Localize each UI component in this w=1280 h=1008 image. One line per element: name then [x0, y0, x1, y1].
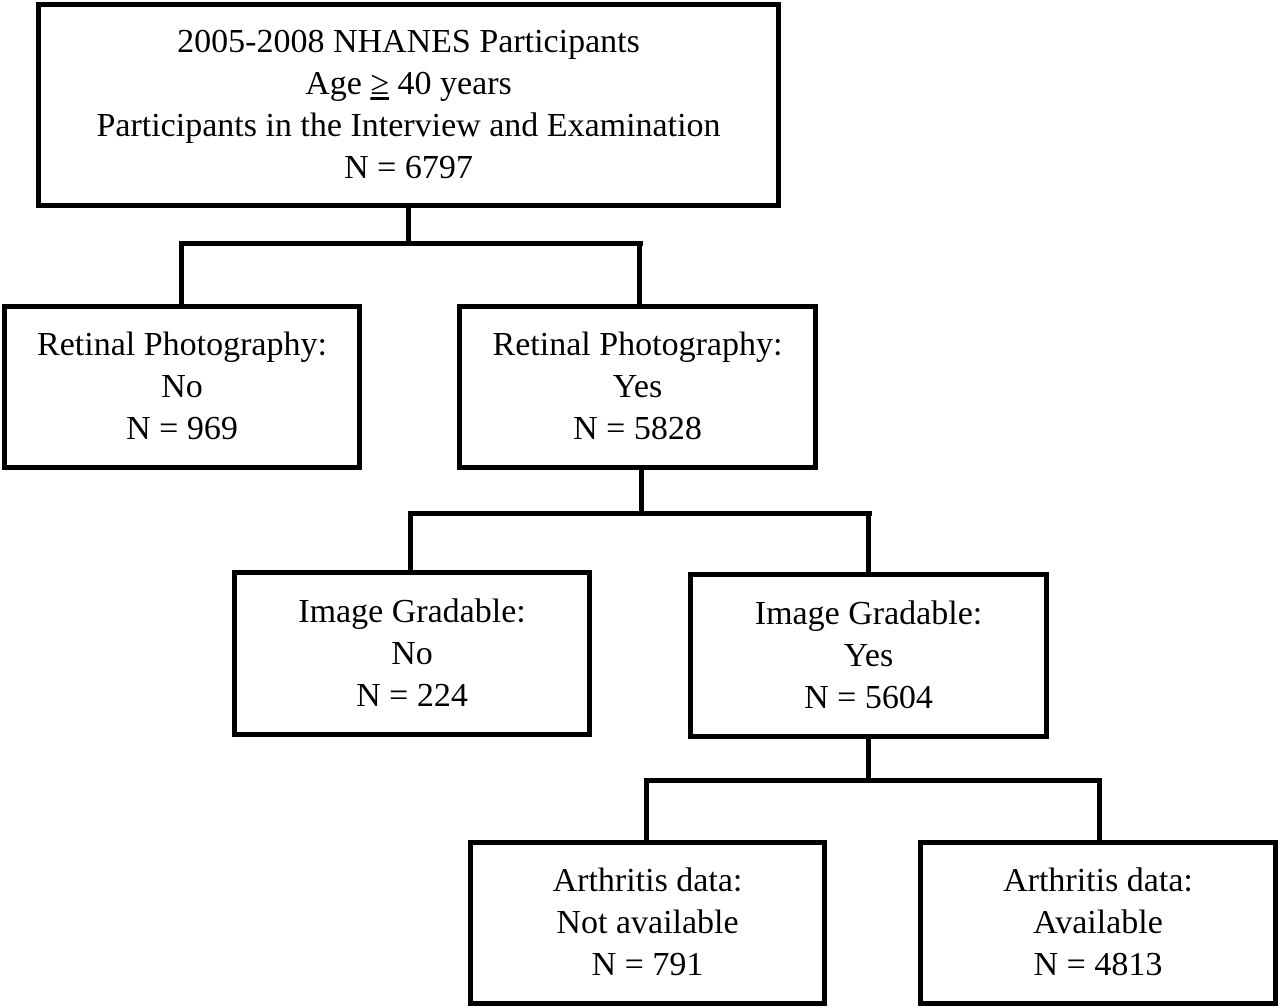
- connector-retinal-no-drop: [179, 241, 184, 307]
- arthritis-avail-value: Available: [1033, 904, 1163, 941]
- connector-gradable-yes-drop: [866, 511, 871, 575]
- connector-retinal-yes-drop: [637, 241, 642, 307]
- connector-retinal-yes-stem: [639, 466, 644, 516]
- root-age-criterion: [305, 63, 512, 105]
- connector-gradable-yes-stem: [866, 734, 871, 782]
- gradable-yes-box: [688, 572, 1049, 739]
- root-age-suffix: 40 years: [389, 65, 512, 102]
- arthritis-avail-count: N = 4813: [1033, 946, 1163, 983]
- connector-root-bar: [179, 241, 643, 246]
- arthritis-avail-box: [918, 840, 1278, 1006]
- retinal-no-value: No: [161, 368, 203, 405]
- connector-gradable-yes-bar: [644, 778, 1102, 783]
- connector-root-stem: [406, 205, 411, 245]
- connector-retinal-yes-bar: [408, 511, 872, 516]
- gradable-no-label: Image Gradable:: [298, 592, 526, 630]
- gradable-yes-count: N = 5604: [804, 678, 933, 716]
- retinal-no-label: Retinal Photography:: [37, 326, 327, 363]
- arthritis-na-count: N = 791: [591, 946, 704, 983]
- retinal-yes-label: Retinal Photography:: [492, 326, 783, 363]
- root-age-prefix: Age: [305, 65, 371, 102]
- gradable-yes-value: Yes: [843, 636, 894, 674]
- retinal-yes-box: [457, 304, 818, 470]
- connector-gradable-no-drop: [408, 511, 413, 573]
- arthritis-na-value: Not available: [556, 904, 739, 941]
- retinal-no-box: [2, 304, 362, 470]
- root-age-symbol: ≥: [370, 65, 390, 102]
- root-count: N = 6797: [344, 149, 473, 186]
- connector-arthritis-na-drop: [644, 778, 649, 844]
- arthritis-na-box: [468, 840, 827, 1006]
- gradable-no-value: No: [391, 634, 433, 672]
- gradable-no-count: N = 224: [356, 676, 468, 714]
- root-participants: Participants in the Interview and Examination: [96, 107, 721, 144]
- retinal-no-count: N = 969: [126, 410, 238, 447]
- connector-arthritis-avail-drop: [1097, 778, 1102, 844]
- root-title: 2005-2008 NHANES Participants: [177, 23, 640, 60]
- retinal-yes-value: Yes: [612, 368, 663, 405]
- root-box: [36, 2, 781, 208]
- gradable-yes-label: Image Gradable:: [754, 594, 983, 632]
- retinal-yes-count: N = 5828: [573, 410, 702, 447]
- arthritis-avail-label: Arthritis data:: [1003, 862, 1193, 899]
- arthritis-na-label: Arthritis data:: [552, 862, 743, 899]
- gradable-no-box: [232, 570, 592, 737]
